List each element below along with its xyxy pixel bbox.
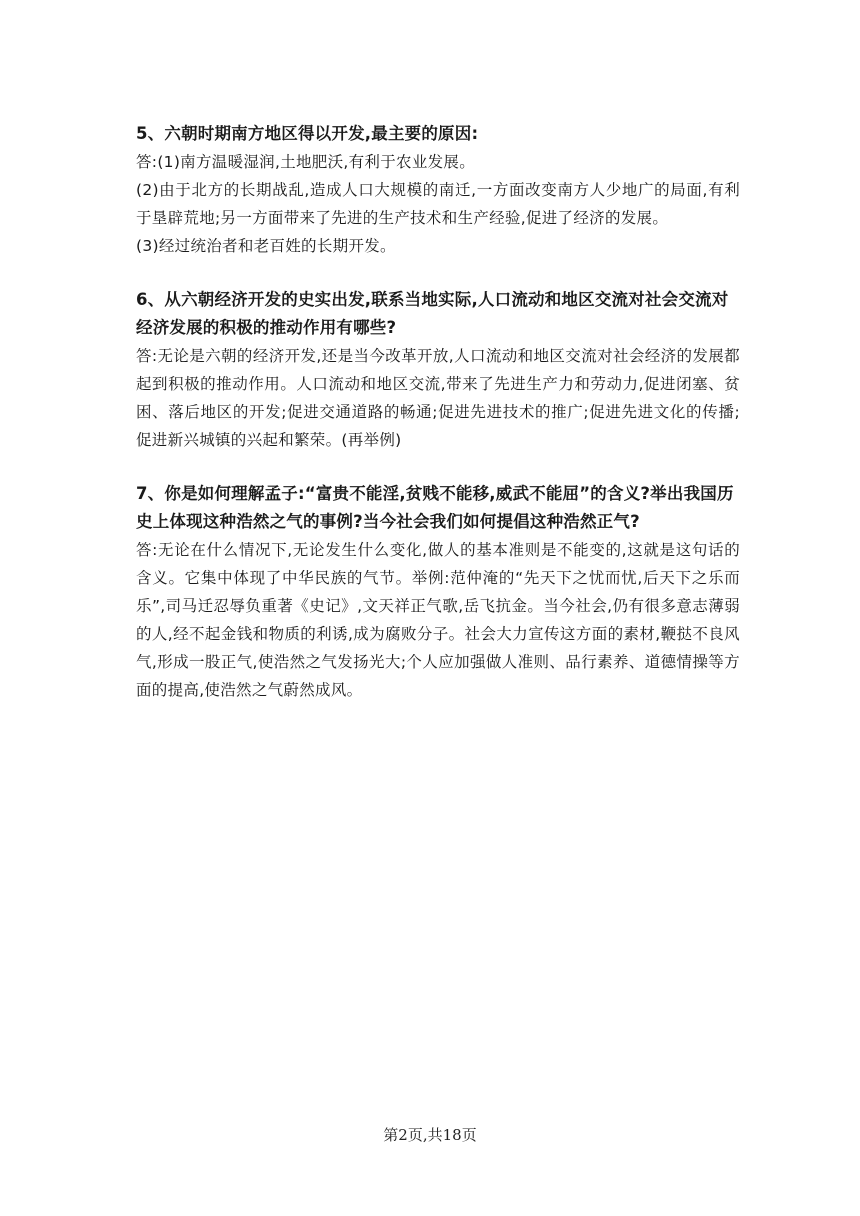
question-section-6 xyxy=(136,286,740,454)
answer-line: (2)由于北方的长期战乱,造成人口大规模的南迁,一方面改变南方人少地广的局面,有利于垦辟荒地;另一方面带来了先进的生产技术和生产经验,促进了经济的发展。 xyxy=(136,181,740,227)
answer-paragraph: 答:无论在什么情况下,无论发生什么变化,做人的基本准则是不能变的,这就是这句话的含义。它集中体现了中华民族的气节。举例:范仲淹的“先天下之忧而忧,后天下之乐而乐”,司马迁忍辱负重著《史记》,文天祥正气歌,岳飞抗金。当今社会,仍有很多意志薄弱的人,经不起金钱和物质的利诱,成为腐败分子。社会大力宣传这方面的素材,鞭挞不良风气,形成一股正气,使浩然之气发扬光大;个人应加强做人准则、品行素养、道德情操等方面的提高,使浩然之气蔚然成风。 xyxy=(136,541,740,699)
question-heading: 5、六朝时期南方地区得以开发,最主要的原因: xyxy=(136,124,479,143)
page-number: 第2页,共18页 xyxy=(383,1126,477,1144)
question-section-5 xyxy=(136,120,740,260)
document-body xyxy=(136,120,740,730)
question-section-7 xyxy=(136,480,740,704)
question-heading: 7、你是如何理解孟子:“富贵不能淫,贫贱不能移,威武不能屈”的含义?举出我国历史上体现这种浩然之气的事例?当今社会我们如何提倡这种浩然正气? xyxy=(136,484,734,531)
answer-line: (3)经过统治者和老百姓的长期开发。 xyxy=(136,237,396,255)
question-heading: 6、从六朝经济开发的史实出发,联系当地实际,人口流动和地区交流对社会交流对经济发展的积极的推动作用有哪些? xyxy=(136,290,729,337)
answer-line: 答:(1)南方温暖湿润,土地肥沃,有利于农业发展。 xyxy=(136,153,476,171)
answer-paragraph: 答:无论是六朝的经济开发,还是当今改革开放,人口流动和地区交流对社会经济的发展都起到积极的推动作用。人口流动和地区交流,带来了先进生产力和劳动力,促进闭塞、贫困、落后地区的开发;促进交通道路的畅通;促进先进技术的推广;促进先进文化的传播;促进新兴城镇的兴起和繁荣。(再举例) xyxy=(136,347,740,449)
